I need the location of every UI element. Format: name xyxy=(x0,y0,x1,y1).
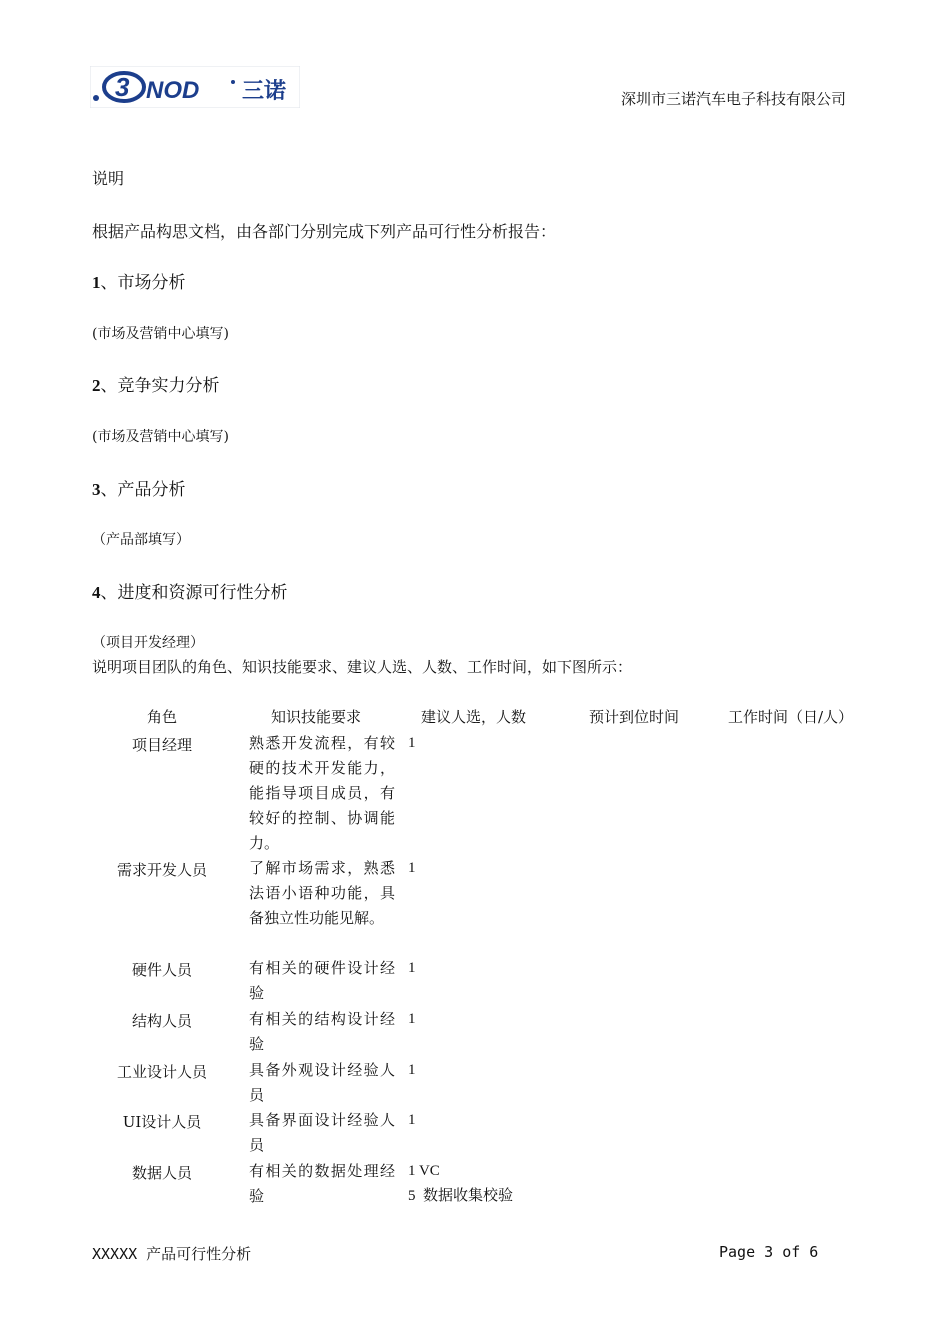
section-1-note: (市场及营销中心填写) xyxy=(92,326,229,342)
company-logo xyxy=(90,66,300,108)
skill-cell: 熟悉开发流程，有较硬的技术开发能力，能指导项目成员，有较好的控制、协调能力。 xyxy=(249,734,395,852)
svg-text:3: 3 xyxy=(115,72,130,102)
role-cell: UI设计人员 xyxy=(122,1113,202,1131)
skill-cell: 了解市场需求，熟悉法语小语种功能，具备独立性功能见解。 xyxy=(249,859,395,927)
skill-cell: 有相关的硬件设计经验 xyxy=(249,959,395,1002)
count-cell: 1 xyxy=(408,1062,416,1078)
table-header-arrival: 预计到位时间 xyxy=(589,708,680,726)
svg-text:三诺: 三诺 xyxy=(242,79,287,104)
section-4-note: （项目开发经理） xyxy=(92,635,204,651)
section-4-heading: 4、进度和资源可行性分析 xyxy=(92,583,288,603)
footer-doc-name: XXXXX 产品可行性分析 xyxy=(92,1245,252,1263)
intro-text: 根据产品构思文档，由各部门分别完成下列产品可行性分析报告： xyxy=(92,222,557,241)
table-header-worktime: 工作时间（日/人） xyxy=(728,708,854,726)
count-cell: 1 xyxy=(408,735,416,751)
skill-cell: 有相关的数据处理经验 xyxy=(249,1162,395,1205)
table-header-skill: 知识技能要求 xyxy=(271,708,362,726)
table-header-role: 角色 xyxy=(146,708,177,726)
svg-text:NOD: NOD xyxy=(146,77,200,104)
doc-title: 说明 xyxy=(92,169,125,188)
section-3-note: （产品部填写） xyxy=(92,532,190,548)
count-cell: 1 xyxy=(408,1011,416,1027)
table-header-count: 建议人选，人数 xyxy=(421,708,527,726)
role-cell: 需求开发人员 xyxy=(116,861,207,879)
footer-page-number: Page 3 of 6 xyxy=(719,1243,819,1261)
role-cell: 项目经理 xyxy=(131,736,192,754)
role-cell: 数据人员 xyxy=(131,1164,192,1182)
count-cell: 1 xyxy=(408,960,416,976)
count-cell: 1 xyxy=(408,1112,416,1128)
section-2-note: (市场及营销中心填写) xyxy=(92,429,229,445)
skill-cell: 有相关的结构设计经验 xyxy=(249,1010,395,1053)
count-cell: 1 VC 5 数据收集校验 xyxy=(408,1163,514,1204)
role-cell: 工业设计人员 xyxy=(116,1063,207,1081)
skill-cell: 具备外观设计经验人员 xyxy=(249,1061,395,1104)
section-2-heading: 2、竞争实力分析 xyxy=(92,376,220,396)
company-name: 深圳市三诺汽车电子科技有限公司 xyxy=(620,90,846,108)
role-cell: 硬件人员 xyxy=(131,961,192,979)
section-1-heading: 1、市场分析 xyxy=(92,273,186,293)
role-cell: 结构人员 xyxy=(131,1012,192,1030)
section-3-heading: 3、产品分析 xyxy=(92,480,186,500)
count-cell: 1 xyxy=(408,860,416,876)
skill-cell: 具备界面设计经验人员 xyxy=(249,1111,395,1154)
team-description: 说明项目团队的角色、知识技能要求、建议人选、人数、工作时间，如下图所示： xyxy=(92,658,633,676)
